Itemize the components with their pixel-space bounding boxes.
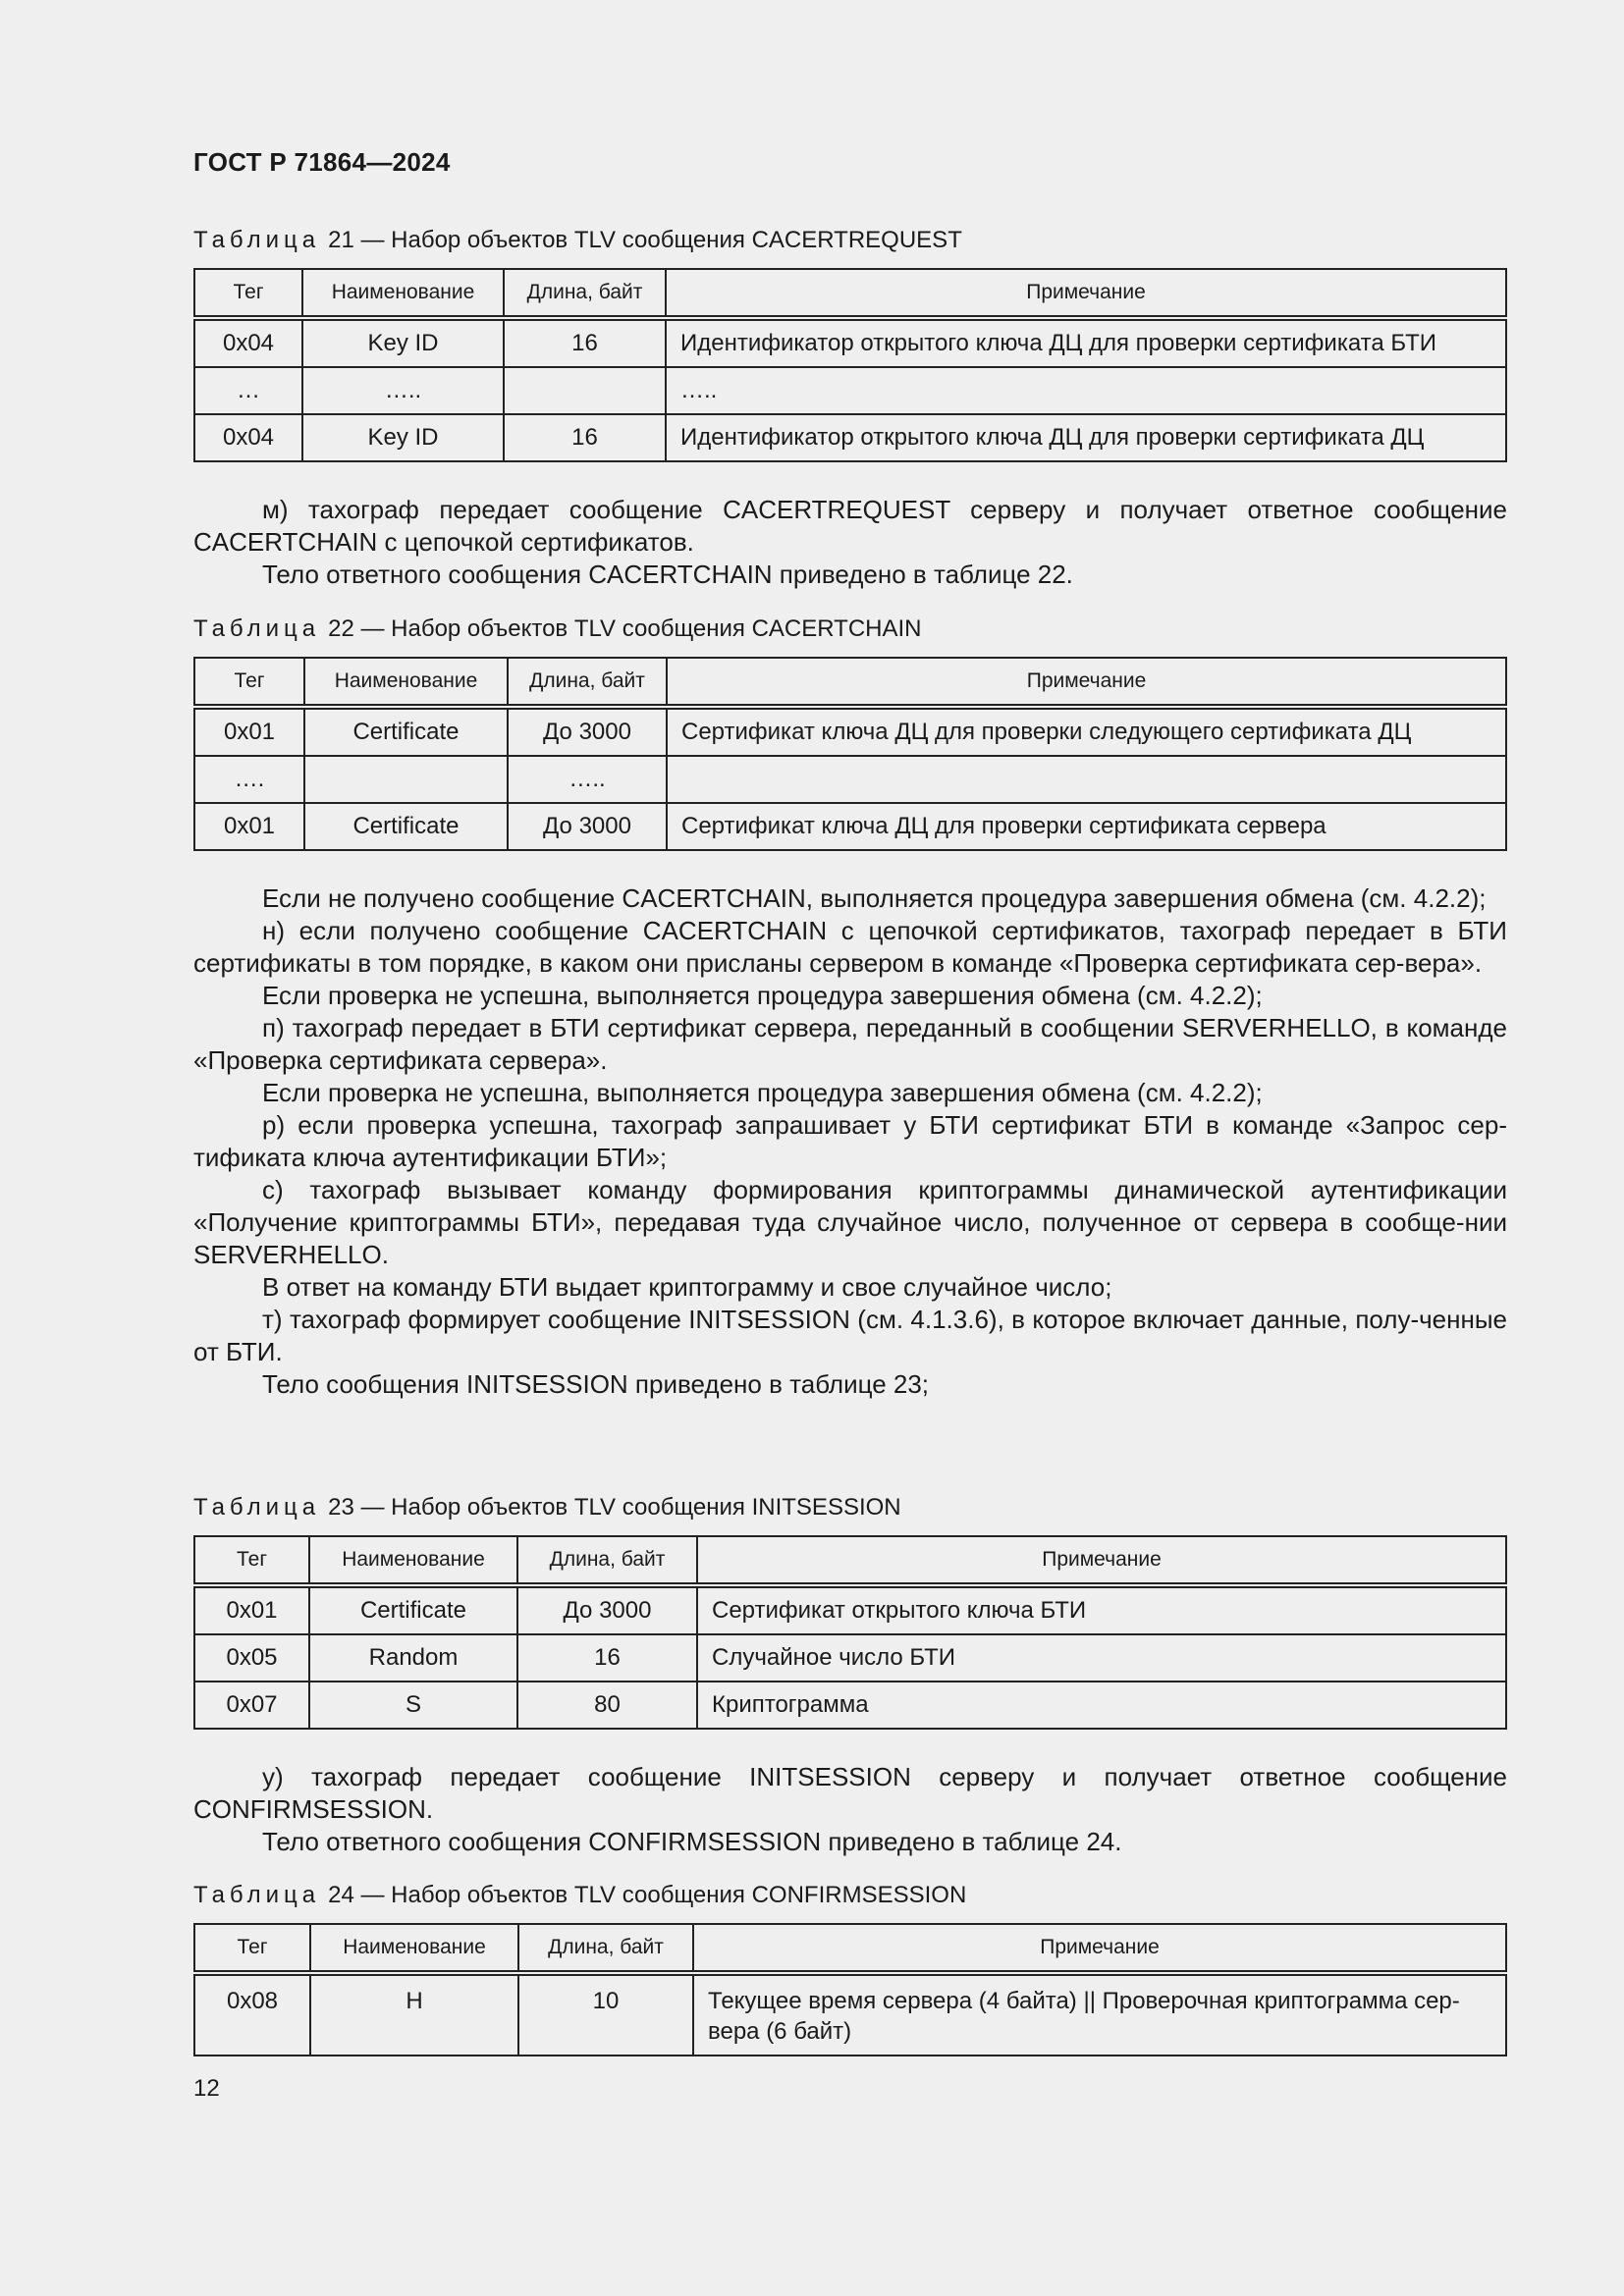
cell-length: До 3000	[508, 803, 667, 850]
cell-note: Идентификатор открытого ключа ДЦ для проверки сертификата БТИ	[666, 318, 1506, 367]
cell-length: 80	[517, 1682, 697, 1729]
cell-tag: …	[194, 367, 302, 414]
table-row	[194, 1585, 1506, 1634]
paragraph: Тело ответного сообщения CONFIRMSESSION приведено в таблице 24.	[262, 1827, 1122, 1856]
table-caption-text: 22 — Набор объектов TLV сообщения CACERTCHAIN	[328, 615, 922, 642]
page-number: 12	[193, 2075, 220, 2102]
document-id: ГОСТ Р 71864—2024	[193, 147, 451, 177]
cell-name: …..	[302, 367, 504, 414]
table-row	[194, 707, 1506, 756]
cell-note: Сертификат ключа ДЦ для проверки сертификата сервера	[667, 803, 1506, 850]
paragraph: Если не получено сообщение CACERTCHAIN, выполняется процедура завершения обмена (см. 4.2.2);	[262, 883, 1487, 913]
table-row	[194, 756, 1506, 803]
cell-name: Random	[309, 1634, 517, 1682]
table-caption-prefix: Таблица	[193, 227, 321, 253]
paragraph: Если проверка не успешна, выполняется процедура завершения обмена (см. 4.2.2);	[262, 981, 1263, 1010]
col-name: Наименование	[309, 1536, 517, 1585]
paragraph: В ответ на команду БТИ выдает криптограмму и свое случайное число;	[262, 1272, 1112, 1302]
cell-note: …..	[666, 367, 1506, 414]
col-name: Наименование	[310, 1924, 518, 1973]
table-row	[194, 318, 1506, 367]
paragraph: т) тахограф формирует сообщение INITSESSION (см. 4.1.3.6), в которое включает данные, полу-ченные от БТИ.	[193, 1305, 1507, 1366]
paragraph: Тело ответного сообщения CACERTCHAIN приведено в таблице 22.	[262, 560, 1073, 589]
cell-tag: 0x07	[194, 1682, 309, 1729]
table-21-caption	[193, 227, 962, 254]
paragraph: р) если проверка успешна, тахограф запрашивает у БТИ сертификат БТИ в команде «Запрос сер-тификата ключа аутентификации БТИ»;	[193, 1110, 1507, 1172]
text-block-2	[193, 882, 1507, 1401]
col-tag: Тег	[194, 269, 302, 318]
cell-length: 16	[504, 414, 666, 461]
cell-length: 16	[504, 318, 666, 367]
paragraph: у) тахограф передает сообщение INITSESSION серверу и получает ответное сообщение CONFIRMSESSION.	[193, 1762, 1507, 1824]
table-header-row	[194, 1536, 1506, 1585]
cell-note: Сертификат открытого ключа БТИ	[697, 1585, 1506, 1634]
table-caption-prefix: Таблица	[193, 1494, 321, 1521]
cell-tag: 0x01	[194, 1585, 309, 1634]
table-header-row	[194, 269, 1506, 318]
table-24-caption	[193, 1882, 966, 1909]
text-block-1	[193, 494, 1507, 591]
col-tag: Тег	[194, 658, 304, 707]
cell-tag: ….	[194, 756, 304, 803]
table-23-caption	[193, 1494, 901, 1522]
col-length: Длина, байт	[517, 1536, 697, 1585]
col-name: Наименование	[304, 658, 508, 707]
table-header-row	[194, 658, 1506, 707]
col-note: Примечание	[697, 1536, 1506, 1585]
col-tag: Тег	[194, 1924, 310, 1973]
paragraph: с) тахограф вызывает команду формирования криптограммы динамической аутентификации «Получение криптограммы БТИ», передавая туда случайное число, полученное от сервера в сообще-нии SERVERHELLO.	[193, 1175, 1507, 1269]
cell-name: Certificate	[309, 1585, 517, 1634]
table-caption-text: 23 — Набор объектов TLV сообщения INITSESSION	[328, 1494, 901, 1521]
cell-tag: 0x04	[194, 414, 302, 461]
cell-note: Криптограмма	[697, 1682, 1506, 1729]
cell-tag: 0x04	[194, 318, 302, 367]
col-length: Длина, байт	[508, 658, 667, 707]
table-row	[194, 367, 1506, 414]
table-24	[193, 1923, 1507, 2056]
cell-tag: 0x01	[194, 803, 304, 850]
cell-tag: 0x08	[194, 1973, 310, 2056]
cell-length: …..	[508, 756, 667, 803]
cell-note: Текущее время сервера (4 байта) || Проверочная криптограмма сер-вера (6 байт)	[693, 1973, 1506, 2056]
cell-length: 16	[517, 1634, 697, 1682]
cell-name: H	[310, 1973, 518, 2056]
cell-name: Key ID	[302, 414, 504, 461]
table-header-row	[194, 1924, 1506, 1973]
cell-name: Certificate	[304, 707, 508, 756]
cell-note	[667, 756, 1506, 803]
col-note: Примечание	[693, 1924, 1506, 1973]
table-caption-prefix: Таблица	[193, 1882, 321, 1908]
cell-note: Случайное число БТИ	[697, 1634, 1506, 1682]
col-tag: Тег	[194, 1536, 309, 1585]
text-block-3	[193, 1761, 1507, 1858]
table-row	[194, 803, 1506, 850]
table-row	[194, 1634, 1506, 1682]
table-21	[193, 268, 1507, 462]
paragraph: Тело сообщения INITSESSION приведено в таблице 23;	[262, 1369, 930, 1399]
table-22-caption	[193, 615, 922, 643]
cell-length	[504, 367, 666, 414]
cell-length: 10	[518, 1973, 693, 2056]
cell-name: Certificate	[304, 803, 508, 850]
cell-note: Идентификатор открытого ключа ДЦ для проверки сертификата ДЦ	[666, 414, 1506, 461]
col-name: Наименование	[302, 269, 504, 318]
table-23	[193, 1535, 1507, 1730]
table-22	[193, 657, 1507, 851]
col-note: Примечание	[666, 269, 1506, 318]
table-row	[194, 1682, 1506, 1729]
paragraph: м) тахограф передает сообщение CACERTREQUEST серверу и получает ответное сообщение CACERTCHAIN с цепочкой сертификатов.	[193, 495, 1507, 557]
cell-name: S	[309, 1682, 517, 1729]
table-row	[194, 1973, 1506, 2056]
col-length: Длина, байт	[518, 1924, 693, 1973]
cell-tag: 0x01	[194, 707, 304, 756]
table-caption-text: 21 — Набор объектов TLV сообщения CACERTREQUEST	[328, 227, 962, 253]
paragraph: н) если получено сообщение CACERTCHAIN с цепочкой сертификатов, тахограф передает в БТИ сертификаты в том порядке, в каком они присланы сервером в команде «Проверка сертификата сер-вера».	[193, 916, 1507, 978]
paragraph: п) тахограф передает в БТИ сертификат сервера, переданный в сообщении SERVERHELLO, в команде «Проверка сертификата сервера».	[193, 1013, 1507, 1075]
cell-tag: 0x05	[194, 1634, 309, 1682]
table-caption-prefix: Таблица	[193, 615, 321, 642]
table-row	[194, 414, 1506, 461]
cell-name: Key ID	[302, 318, 504, 367]
cell-length: До 3000	[517, 1585, 697, 1634]
table-caption-text: 24 — Набор объектов TLV сообщения CONFIRMSESSION	[328, 1882, 967, 1908]
paragraph: Если проверка не успешна, выполняется процедура завершения обмена (см. 4.2.2);	[262, 1078, 1263, 1107]
col-note: Примечание	[667, 658, 1506, 707]
cell-name	[304, 756, 508, 803]
cell-length: До 3000	[508, 707, 667, 756]
cell-note: Сертификат ключа ДЦ для проверки следующего сертификата ДЦ	[667, 707, 1506, 756]
col-length: Длина, байт	[504, 269, 666, 318]
